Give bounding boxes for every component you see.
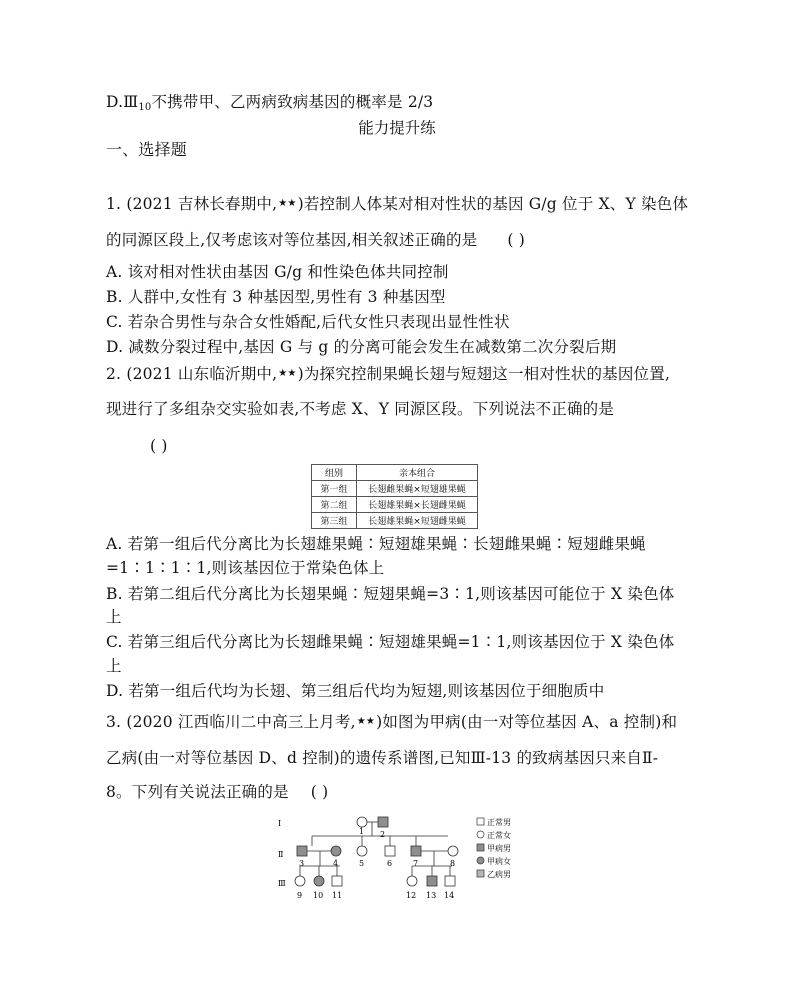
legend-label: 甲病女 xyxy=(487,857,511,866)
table-row xyxy=(312,513,478,529)
difficulty-stars-icon: ★★ xyxy=(356,716,376,727)
table-cell: 第三组 xyxy=(312,513,357,529)
individual-label: 6 xyxy=(387,859,393,868)
cross-table xyxy=(311,464,478,529)
q2-stem-line1: 2. (2021 山东临沂期中,★★)为探究控制果蝇长翅与短翅这一相对性状的基因位置, xyxy=(106,365,671,383)
individual-label: 2 xyxy=(380,830,386,839)
individual-label: 14 xyxy=(444,891,455,900)
individual-label: 9 xyxy=(297,891,303,900)
table-row xyxy=(312,481,478,497)
q2-option-d: D. 若第一组后代均为长翅、第三组后代均为短翅,则该基因位于细胞质中 xyxy=(106,682,605,700)
q2-option-a-cont: =1∶1∶1∶1,则该基因位于常染色体上 xyxy=(106,559,385,577)
q0-option-d: $D.Ⅲ_{10}$不携带甲、乙两病致病基因的概率是 2/3 xyxy=(106,93,434,113)
individual-14-normal-male-icon xyxy=(445,876,455,886)
table-cell: 长翅雄果蝇×短翅雌果蝇 xyxy=(357,513,478,529)
q1-stem-line1: 1. (2021 吉林长春期中,★★)若控制人体某对相对性状的基因 G/g 位于 X、Y 染色体 xyxy=(106,195,689,213)
table-cell: 第一组 xyxy=(312,481,357,497)
individual-7-affected-male-icon xyxy=(411,846,421,856)
generation-label: Ⅰ xyxy=(278,819,282,828)
q1-stem-line2: 的同源区段上,仅考虑该对等位基因,相关叙述正确的是 ( ) xyxy=(106,231,525,249)
q1-option-c: C. 若杂合男性与杂合女性婚配,后代女性只表现出显性性状 xyxy=(106,313,510,331)
q1-option-b: B. 人群中,女性有 3 种基因型,男性有 3 种基因型 xyxy=(106,288,446,306)
generation-label: Ⅱ xyxy=(278,850,284,859)
individual-3-affected-male-icon xyxy=(297,846,307,856)
subsection-title: 一、选择题 xyxy=(106,140,188,159)
difficulty-stars-icon: ★★ xyxy=(278,368,297,379)
individual-10-affected-female-icon xyxy=(314,876,324,886)
table-header: 组别 xyxy=(312,465,357,481)
individual-label: 8 xyxy=(450,859,456,868)
individual-6-normal-male-icon xyxy=(385,846,395,856)
q1-option-d: D. 减数分裂过程中,基因 G 与 g 的分离可能会发生在减数第二次分裂后期 xyxy=(106,338,617,356)
individual-2-affected-male-icon xyxy=(378,817,388,827)
q3-stem-line3: 8。下列有关说法正确的是 ( ) xyxy=(106,783,329,801)
q2-option-c: C. 若第三组后代分离比为长翅雌果蝇∶短翅雄果蝇=1∶1,则该基因位于 X 染色体 xyxy=(106,633,675,651)
individual-1-normal-female-icon xyxy=(357,817,367,827)
individual-11-normal-male-icon xyxy=(332,876,342,886)
individual-13-affected-male-icon xyxy=(427,876,437,886)
table-cell: 第二组 xyxy=(312,497,357,513)
q2-option-b: B. 若第二组后代分离比为长翅果蝇∶短翅果蝇=3∶1,则该基因可能位于 X 染色体 xyxy=(106,585,675,603)
q2-option-b-cont: 上 xyxy=(106,608,122,626)
table-header: 亲本组合 xyxy=(357,465,478,481)
pedigree-chart xyxy=(272,810,522,906)
table-row xyxy=(312,497,478,513)
q1-option-a: A. 该对相对性状由基因 G/g 和性染色体共同控制 xyxy=(106,263,449,281)
table-cell: 长翅雄果蝇×长翅雌果蝇 xyxy=(357,497,478,513)
answer-blank: ( ) xyxy=(150,437,168,455)
legend-affected-b-male-icon xyxy=(477,870,484,877)
individual-5-normal-female-icon xyxy=(357,846,367,856)
q2-option-c-cont: 上 xyxy=(106,657,122,675)
individual-label: 13 xyxy=(426,891,437,900)
legend-normal-male-icon xyxy=(477,818,484,825)
table-header-row xyxy=(312,465,478,481)
legend-label: 正常男 xyxy=(487,818,511,827)
generation-label: Ⅲ xyxy=(278,879,286,888)
individual-label: 10 xyxy=(313,891,324,900)
legend-label: 乙病男 xyxy=(487,870,511,879)
legend-label: 正常女 xyxy=(487,831,511,840)
individual-4-affected-female-icon xyxy=(331,846,341,856)
legend-affected-a-female-icon xyxy=(477,857,484,864)
q2-option-a: A. 若第一组后代分离比为长翅雄果蝇∶短翅雄果蝇∶长翅雌果蝇∶短翅雌果蝇 xyxy=(106,535,646,553)
legend-normal-female-icon xyxy=(477,831,484,838)
q3-stem-line1: 3. (2020 江西临川二中高三上月考,★★)如图为甲病(由一对等位基因 A、a 控制)和 xyxy=(106,713,678,731)
answer-blank: ( ) xyxy=(507,231,525,249)
legend-label: 甲病男 xyxy=(487,844,511,853)
individual-label: 5 xyxy=(359,859,365,868)
individual-label: 7 xyxy=(413,859,419,868)
section-title: 能力提升练 xyxy=(358,119,436,137)
individual-label: 11 xyxy=(332,891,343,900)
q3-stem-line2: 乙病(由一对等位基因 D、d 控制)的遗传系谱图,已知Ⅲ-13 的致病基因只来自Ⅱ- xyxy=(106,749,659,767)
individual-9-normal-female-icon xyxy=(295,876,305,886)
individual-label: 12 xyxy=(406,891,417,900)
legend-affected-a-male-icon xyxy=(477,844,484,851)
individual-label: 4 xyxy=(333,859,339,868)
answer-blank: ( ) xyxy=(310,783,329,801)
individual-label: 3 xyxy=(299,859,305,868)
individual-label: 1 xyxy=(359,827,365,836)
q2-stem-line2: 现进行了多组杂交实验如表,不考虑 X、Y 同源区段。下列说法不正确的是 xyxy=(106,400,615,418)
individual-8-normal-female-icon xyxy=(448,846,458,856)
difficulty-stars-icon: ★★ xyxy=(278,198,297,209)
individual-12-normal-female-icon xyxy=(407,876,417,886)
table-cell: 长翅雌果蝇×短翅雄果蝇 xyxy=(357,481,478,497)
